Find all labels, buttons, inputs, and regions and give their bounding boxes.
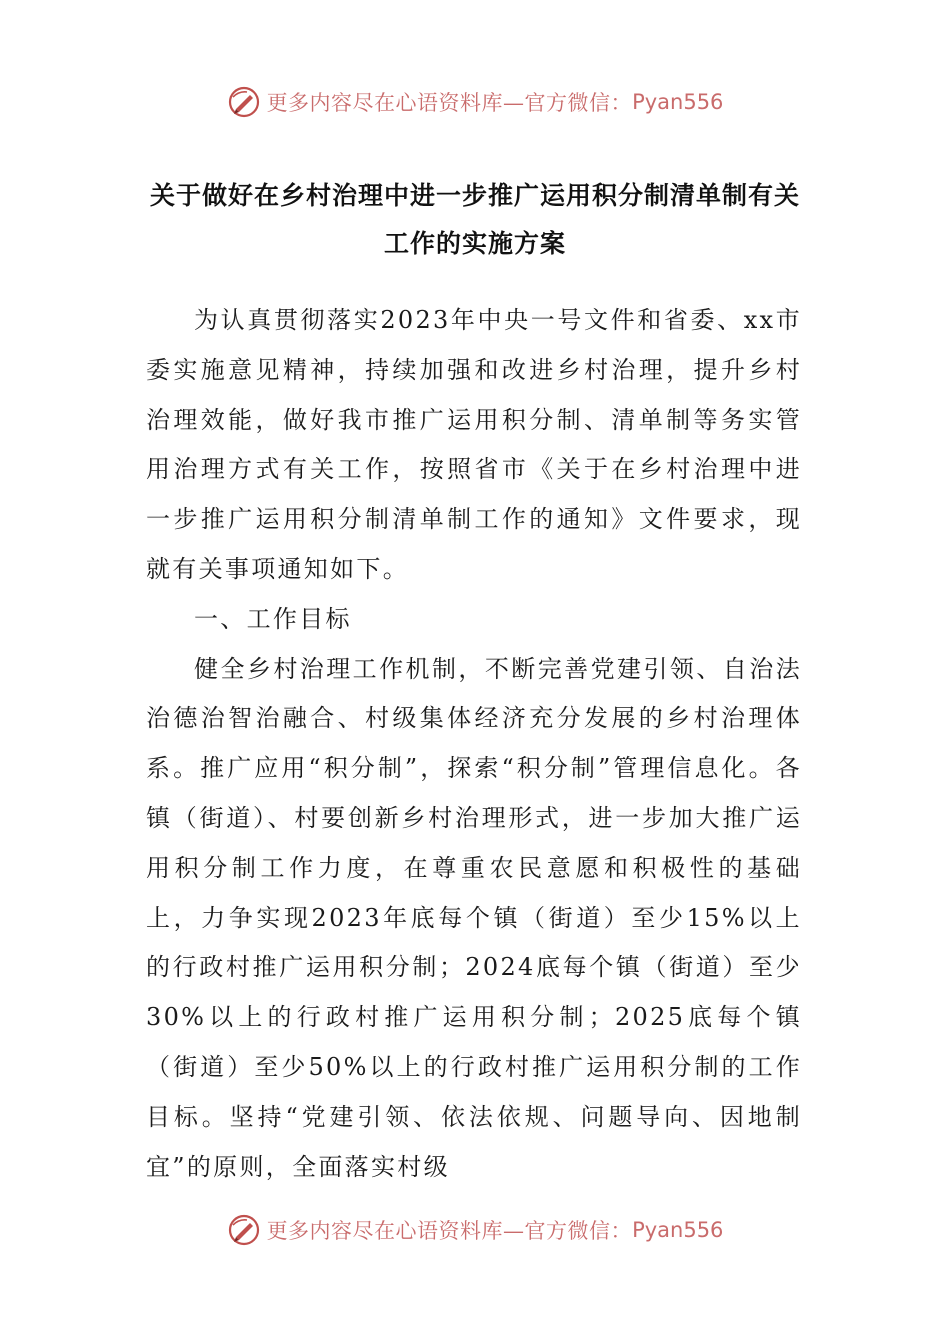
title-line-2: 工作的实施方案	[383, 229, 566, 258]
document-body	[146, 296, 802, 1192]
section-heading: 一、工作目标	[194, 604, 352, 633]
watermark-text: 更多内容尽在心语资料库—官方微信：	[266, 91, 633, 115]
pen-logo-icon	[227, 1213, 261, 1247]
watermark-text: 更多内容尽在心语资料库—官方微信：	[266, 1219, 633, 1243]
title-line-1: 关于做好在乡村治理中进一步推广运用积分制清单制有关	[149, 181, 800, 210]
watermark-wechat-id: Pyan556	[632, 90, 724, 114]
header-watermark	[0, 82, 950, 122]
intro-paragraph: 为认真贯彻落实2023年中央一号文件和省委、xx市委实施意见精神，持续加强和改进乡村治理，提升乡村治理效能，做好我市推广运用积分制、清单制等务实管用治理方式有关工作，按照省市《关于在乡村治理中进一步推广运用积分制清单制工作的通知》文件要求，现就有关事项通知如下。	[146, 306, 802, 583]
watermark-wechat-id: Pyan556	[632, 1218, 724, 1242]
goal-paragraph: 健全乡村治理工作机制，不断完善党建引领、自治法治德治智治融合、村级集体经济充分发展的乡村治理体系。推广应用“积分制”，探索“积分制”管理信息化。各镇（街道）、村要创新乡村治理形式，进一步加大推广运用积分制工作力度，在尊重农民意愿和积极性的基础上，力争实现2023年底每个镇（街道）至少15%以上的行政村推广运用积分制；2024底每个镇（街道）至少30%以上的行政村推广运用积分制；2025底每个镇（街道）至少50%以上的行政村推广运用积分制的工作目标。坚持“党建引领、依法依规、问题导向、因地制宜”的原则，全面落实村级	[146, 654, 802, 1181]
document-title	[140, 172, 810, 268]
footer-watermark	[0, 1210, 950, 1250]
pen-logo-icon	[227, 85, 261, 119]
